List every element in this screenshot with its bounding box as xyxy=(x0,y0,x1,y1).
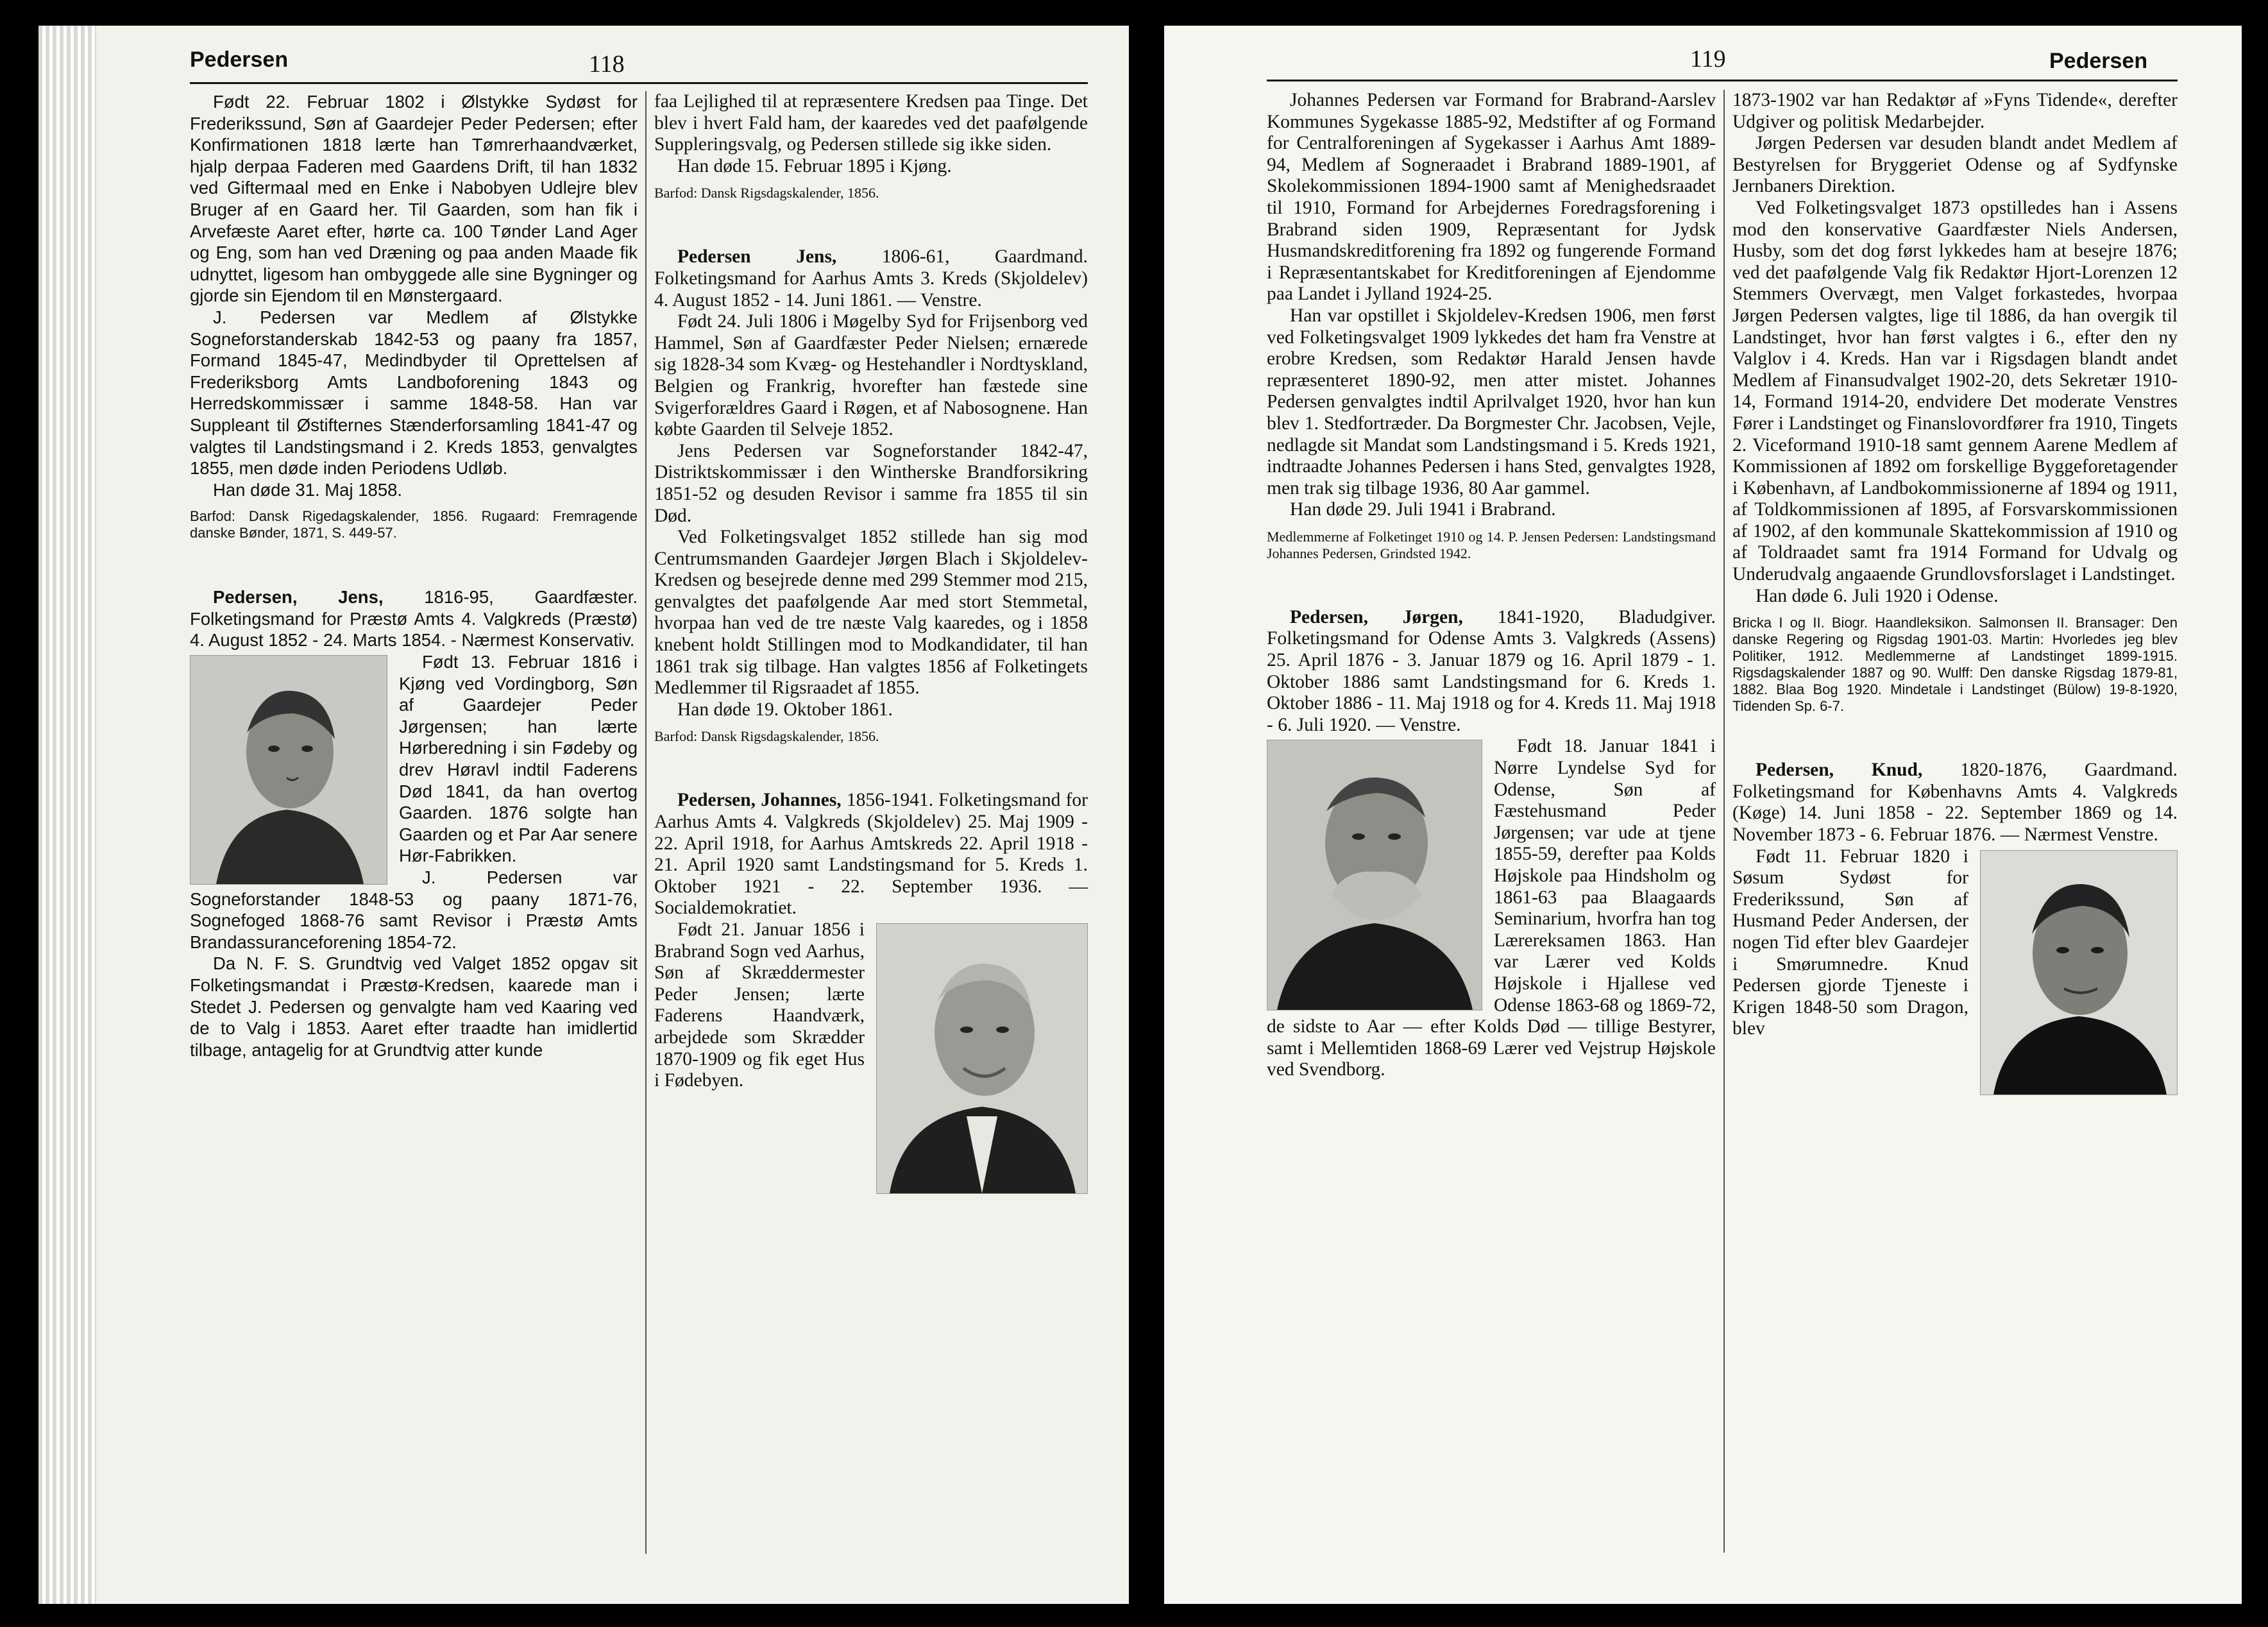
entry-name: Pedersen, Jens, xyxy=(213,587,384,608)
column-left-2 xyxy=(654,91,1088,1197)
paragraph: Født 18. Januar 1841 i Nørre Lyndelse Syd for Odense, Søn af Fæstehusmand Peder Jørgensen; var ude at tjene 1855-59, derefter paa Kolds Højskole paa Hindsholm og 1861-63 paa Blaagaards Seminarium, hvorfra han tog Lærereksamen 1863. Han var Lærer ved Kolds Højskole i Hjallese ved Odense 1863-68 og 1869-72, de sidste to Aar — efter Kolds Død — tillige Bestyrer, samt i Mellemtiden 1868-69 Lærer ved Vejstrup Højskole ved Svendborg. xyxy=(1267,736,1716,1080)
paragraph: Jørgen Pedersen var desuden blandt andet Medlem af Bestyrelsen for Bryggeriet Odense og af Sydfynske Jernbaners Direktion. xyxy=(1732,133,2178,197)
paragraph: Han var opstillet i Skjoldelev-Kredsen 1906, men først ved Folketingsvalget 1909 lykkedes det ham fra Venstre at erobre Kredsen, som Redaktør Harald Jensen havde repræsenteret 1890-92, men atter mistet. Johannes Pedersen genvalgtes indtil Aprilvalget 1920, hvor han kun blev 1. Stedfortræder. Da Borgmester Chr. Jacobsen, Vejle, nedlagde sit Mandat som Landstingsmand i 5. Kreds 1921, indtraadte Johannes Pedersen i hans Sted, genvalgtes 1928, men trak sig tilbage 1936, 80 Aar gammel. xyxy=(1267,305,1716,498)
paragraph: Født 11. Februar 1820 i Søsum Sydøst for Frederikssund, Søn af Husmand Peder Andersen, der nogen Tid efter blev Gaardejer i Smørumnedre. Knud Pedersen gjorde Tjeneste i Krigen 1848-50 som Dragon, blev xyxy=(1732,846,1968,1039)
column-right-1 xyxy=(1267,90,1716,1081)
left-page xyxy=(38,26,1129,1604)
portrait-photo-johannes xyxy=(876,923,1088,1194)
paragraph: J. Pedersen var Sogneforstander 1848-53 og paany 1871-76, Sognefoged 1868-76 samt Revisor i Præstø Amts Brandassuranceforening 1854-72. xyxy=(190,867,638,952)
page-edge-stack xyxy=(38,26,96,1604)
citation: Barfod: Dansk Rigedagskalender, 1856. Rugaard: Fremragende danske Bønder, 1871, S. 449-57. xyxy=(190,508,638,541)
citation: Barfod: Dansk Rigsdagskalender, 1856. xyxy=(654,728,879,745)
entry-heading xyxy=(1732,760,2178,846)
entry-heading xyxy=(654,790,1088,919)
paragraph: faa Lejlighed til at repræsentere Kredsen paa Tinge. Det blev i hvert Fald ham, der kaaredes ved det paafølgende Suppleringsvalg, og Pedersen stillede sig ikke siden. xyxy=(654,91,1088,155)
right-page xyxy=(1164,26,2242,1604)
column-left-1 xyxy=(190,91,638,1061)
portrait-image xyxy=(1267,740,1482,1010)
portrait-photo-jorgen xyxy=(1267,740,1482,1010)
portrait-image xyxy=(190,656,387,884)
page-number: 119 xyxy=(1690,46,1726,72)
column-divider xyxy=(1723,90,1725,1553)
paragraph: Jens Pedersen var Sogneforstander 1842-47, Distriktskommissær i den Wintherske Brandforsikring 1851-52 og desuden Revisor i samme fra 1855 til sin Død. xyxy=(654,440,1088,526)
column-divider xyxy=(645,91,647,1554)
running-header-name: Pedersen xyxy=(190,47,289,72)
paragraph: 1873-1902 var han Redaktør af »Fyns Tidende«, derefter Udgiver og politisk Medarbejder. xyxy=(1732,90,2178,132)
page-number: 118 xyxy=(589,51,625,78)
entry-name: Pedersen, Johannes, xyxy=(677,790,842,811)
portrait-image xyxy=(1981,851,2177,1095)
paragraph: Johannes Pedersen var Formand for Brabrand-Aarslev Kommunes Sygekasse 1885-92, Medstifter af og Formand for Centralforeningen af Sygekasser i Aarhus Amt 1889-94, Medlem af Sogneraadet i Brabrand 1889-1901, af Skolekommissionen 1894-1900 samt af Menighedsraadet til 1910, Formand for Arbejdernes Foredragsforening i Brabrand siden 1909, Repræsentant for Jydsk Husmandskreditforening fra 1892 og fungerende Formand i Repræsentantskabet for Kreditforeningen af Ejendomme paa Landet i Jylland 1924-25. xyxy=(1267,90,1716,305)
paragraph: Født 13. Februar 1816 i Kjøng ved Vordingborg, Søn af Gaardejer Peder Jørgensen; han lærte Hørberedning i sin Fødeby og drev Høravl indtil Faderens Død 1841, da han overtog Gaarden. 1876 solgte han Gaarden og et Par Aar senere Hør-Fabrikken. xyxy=(399,652,638,866)
paragraph: Født 24. Juli 1806 i Møgelby Syd for Frijsenborg ved Hammel, Søn af Gaardfæster Peder Nielsen; ernærede sig 1828-34 som Kvæg- og Hestehandler i Nordtyskland, Belgien og Frankrig, hvorefter han fæstede sine Svigerforældres Gaard i Røgen, et af Nabosognene. Han købte Gaarden til Selveje 1852. xyxy=(654,311,1088,440)
entry-name: Pedersen, Knud, xyxy=(1756,760,1923,781)
paragraph: Han døde 29. Juli 1941 i Brabrand. xyxy=(1290,499,1556,520)
citation: Medlemmerne af Folketinget 1910 og 14. P. Jensen Pedersen: Landstingsmand Johannes Pedersen, Grindsted 1942. xyxy=(1267,528,1716,561)
citation: Barfod: Dansk Rigsdagskalender, 1856. xyxy=(654,185,879,201)
paragraph: Ved Folketingsvalget 1873 opstilledes han i Assens mod den konservative Gaardfæster Niels Andersen, Husby, som det dog først lykkedes ham at besejre 1876; ved det paafølgende Valg fik Redaktør Hjort-Lorenzen 12 Stemmers Overvægt, men Valget forkastedes, hvorpaa Jørgen Pedersen valgtes, lige til 1886, da han overgik til Landstinget, hvor han først valgtes i 6., efter den ny Valglov i 4. Kreds. Han var i Rigsdagen blandt andet Medlem af Finansudvalget 1902-20, dets Sekretær 1910-14, Formand 1914-20, endvidere Det moderate Venstres Fører i Landstinget og Finanslovordfører fra 1910, Tingets 2. Viceformand 1910-18 samt gennem Aarene Medlem af Kommissionen af 1892 om forskellige Byggeforetagender i København, af Landbokommissionerne af 1894 og 1911, af Toldkommissionen af 1895, af Forsvarskommissionen af 1902, af den kommunale Skattekommission af 1910 og af Toldraadet samt fra 1914 Formand for Udvalg og Underudvalg angaaende Grundlovsforslaget i Landstinget. xyxy=(1732,197,2178,585)
entry-heading-text: 1820-1876, Gaardmand. Folketingsmand for Københavns Amts 4. Valgkreds (Køge) 14. Juni 1858 - 22. September 1869 og 14. November 1873 - 6. Februar 1876. — Nærmest Venstre. xyxy=(1732,760,2178,846)
paragraph: Han døde 31. Maj 1858. xyxy=(213,479,403,500)
portrait-photo-jens-1816 xyxy=(190,655,387,885)
entry-name: Pedersen Jens, xyxy=(677,246,837,268)
entry-name: Pedersen, Jørgen, xyxy=(1290,606,1463,627)
entry-heading-text: 1841-1920, Bladudgiver. Folketingsmand for Odense Amts 3. Valgkreds (Assens) 25. April 1876 - 3. Januar 1879 og 16. April 1879 - 1. Oktober 1886 samt Landstingsmand for 6. Kreds 1. Oktober 1886 - 11. Maj 1918 og for 4. Kreds 11. Maj 1918 - 6. Juli 1920. — Venstre. xyxy=(1267,606,1716,735)
paragraph: Han døde 15. Februar 1895 i Kjøng. xyxy=(677,155,952,176)
entry-heading-text: 1806-61, Gaardmand. Folketingsmand for Aarhus Amts 3. Kreds (Skjoldelev) 4. August 1852 - 14. Juni 1861. — Venstre. xyxy=(654,246,1088,311)
entry-heading xyxy=(654,246,1088,311)
paragraph: Ved Folketingsvalget 1852 stillede han sig mod Centrumsmanden Gaardejer Jørgen Blach i Skjoldelev-Kredsen og besejrede denne med 299 Stemmer mod 215, genvalgtes det paafølgende Aar med stort Stemmetal, hvorpaa han ved de tre næste Valg kaaredes, og i 1858 knebent holdt Stillingen mod to Modkandidater, til han 1861 trak sig tilbage. Han valgtes 1856 af Folketingets Medlemmer til Rigsraadet af 1855. xyxy=(654,527,1088,699)
header-rule xyxy=(190,82,1088,84)
portrait-photo-knud xyxy=(1980,850,2178,1095)
citation: Bricka I og II. Biogr. Haandleksikon. Salmonsen II. Bransager: Den danske Regering og Rigsdag 1901-03. Martin: Hvorledes jeg blev Politiker, 1912. Medlemmerne af Landstinget 1899-1915. Rigsdagskalender 1887 og 90. Wulff: Den danske Rigsdag 1879-81, 1882. Blaa Bog 1920. Mindetale i Landstinget (Bülow) 19-8-1920, Tidenden Sp. 6-7. xyxy=(1732,615,2178,715)
paragraph: J. Pedersen var Medlem af Ølstykke Sogneforstanderskab 1842-53 og paany fra 1857, Formand 1845-47, Medindbyder til Oprettelsen af Frederiksborg Amts Landboforening 1843 og Herredskommissær i samme 1848-58. Han var Suppleant til Østifternes Stænderforsamling 1841-47 og valgtes til Landstingsmand i 2. Kreds 1853, genvalgtes 1855, men døde inden Periodens Udløb. xyxy=(190,307,638,479)
entry-heading xyxy=(190,586,638,651)
paragraph: Født 22. Februar 1802 i Ølstykke Sydøst for Frederikssund, Søn af Gaardejer Peder Pedersen; efter Konfirmationen 1818 lærte han Tømrerhaandværket, hjalp derpaa Faderen med Gaardens Drift, til han 1832 ved Giftermaal med en Enke i Nabobyen Udlejre blev Bruger af en Gaard her. Til Gaarden, som han fik i Arvefæste Aaret efter, hørte ca. 100 Tønder Land Ager og Eng, som han ved Dræning og paa anden Maade fik udnyttet, ligesom han ombyggede alle sine Bygninger og gjorde sin Ejendom til en Mønstergaard. xyxy=(190,92,638,306)
paragraph: Da N. F. S. Grundtvig ved Valget 1852 opgav sit Folketingsmandat i Præstø-Kredsen, kaarede man i Stedet J. Pedersen og genvalgte ham ved Kaaring ved de to Valg i 1853. Aaret efter traadte han imidlertid tilbage, antagelig for at Grundtvig atter kunde xyxy=(190,953,638,1060)
column-right-2 xyxy=(1732,90,2178,1098)
paragraph: Han døde 19. Oktober 1861. xyxy=(677,699,893,720)
paragraph: Han døde 6. Juli 1920 i Odense. xyxy=(1756,585,1999,606)
running-header-name: Pedersen xyxy=(2049,49,2148,73)
paragraph: Født 21. Januar 1856 i Brabrand Sogn ved Aarhus, Søn af Skræddermester Peder Jensen; lærte Faderens Haandværk, arbejdede som Skrædder 1870-1909 og fik eget Hus i Fødebyen. xyxy=(654,919,865,1091)
entry-heading-text: 1816-95, Gaardfæster. Folketingsmand for Præstø Amts 4. Valgkreds (Præstø) 4. August 1852 - 24. Marts 1854. - Nærmest Konservativ. xyxy=(190,587,638,651)
entry-heading xyxy=(1267,607,1716,737)
portrait-image xyxy=(877,924,1087,1193)
entry-heading-text: 1856-1941. Folketingsmand for Aarhus Amts 4. Valgkreds (Skjoldelev) 25. Maj 1909 - 22. April 1918, for Aarhus Amtskreds 22. April 1918 - 21. April 1920 samt Landstingsmand for 5. Kreds 1. Oktober 1921 - 22. September 1936. — Socialdemokratiet. xyxy=(654,790,1088,919)
header-rule xyxy=(1267,80,2178,81)
